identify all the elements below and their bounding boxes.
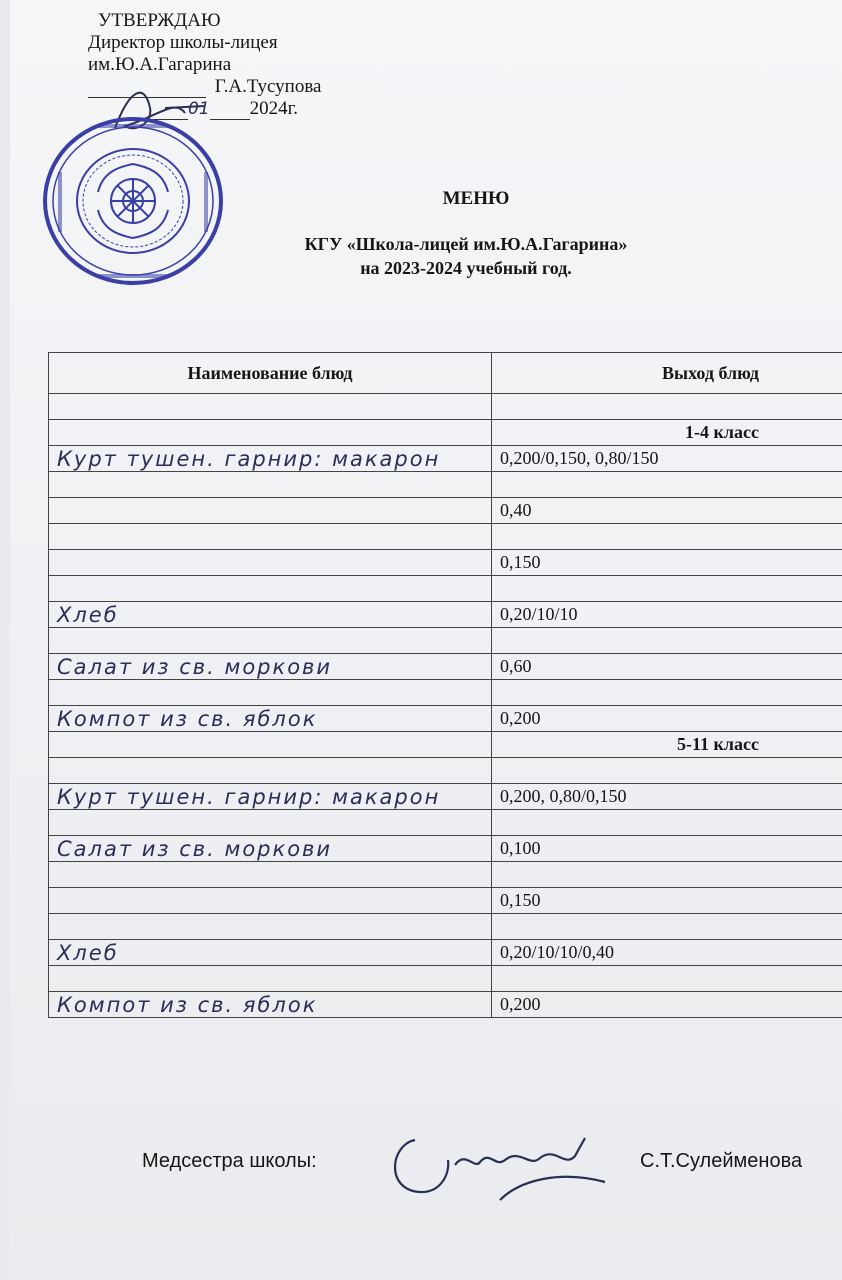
table-row	[49, 680, 842, 706]
portion-cell: 0,40	[492, 498, 842, 524]
dish-name-cell: Компот из св. яблок	[49, 992, 492, 1018]
date-year: 2024г.	[249, 98, 299, 119]
dish-name-cell	[49, 680, 492, 706]
portion-cell: 0,150	[492, 888, 842, 914]
portion-cell	[492, 966, 842, 992]
table-row	[49, 498, 842, 524]
dish-name-cell: Салат из св. моркови	[49, 836, 492, 862]
dish-name-cell	[49, 420, 492, 446]
nurse-signature	[380, 1120, 620, 1210]
dish-name-cell: Хлеб	[49, 940, 492, 966]
dish-name-cell	[49, 576, 492, 602]
portion-cell: 0,60	[492, 654, 842, 680]
portion-cell: 0,200	[492, 706, 842, 732]
date-day: 01	[188, 99, 210, 119]
portion-cell	[492, 524, 842, 550]
table-row	[49, 784, 842, 810]
dish-name-cell	[49, 498, 492, 524]
document-page	[10, 0, 842, 1280]
portion-cell: 0,200	[492, 992, 842, 1018]
table-row	[49, 914, 842, 940]
table-row	[49, 446, 842, 472]
portion-cell	[492, 758, 842, 784]
nurse-label: Медсестра школы:	[142, 1150, 317, 1172]
header-dish-name: Наименование блюд	[49, 353, 492, 394]
approval-heading: УТВЕРЖДАЮ	[98, 10, 221, 31]
dish-name-cell: Компот из св. яблок	[49, 706, 492, 732]
table-row	[49, 940, 842, 966]
table-row	[49, 706, 842, 732]
table-row	[49, 966, 842, 992]
portion-cell: 0,200/0,150, 0,80/150	[492, 446, 842, 472]
table-row	[49, 472, 842, 498]
portion-cell	[492, 628, 842, 654]
dish-name-cell	[49, 966, 492, 992]
portion-cell: 0,20/10/10	[492, 602, 842, 628]
dish-name-cell	[49, 888, 492, 914]
portion-cell: 0,100	[492, 836, 842, 862]
table-row	[49, 602, 842, 628]
portion-cell	[492, 914, 842, 940]
dish-name-cell	[49, 914, 492, 940]
director-name: Г.А.Тусупова	[214, 76, 322, 97]
dish-name-cell	[49, 524, 492, 550]
dish-name-cell: Хлеб	[49, 602, 492, 628]
dish-name-cell	[49, 472, 492, 498]
dish-name-cell	[49, 810, 492, 836]
table-header	[49, 353, 842, 394]
dish-name-cell: Салат из св. моркови	[49, 654, 492, 680]
dish-name-cell	[49, 550, 492, 576]
table-row	[49, 550, 842, 576]
table-row	[49, 992, 842, 1018]
nurse-name: С.Т.Сулейменова	[640, 1150, 803, 1172]
portion-cell: 0,200, 0,80/0,150	[492, 784, 842, 810]
dish-name-cell: Курт тушен. гарнир: макарон	[49, 446, 492, 472]
school-year: на 2023-2024 учебный год.	[360, 258, 572, 278]
table-row	[49, 654, 842, 680]
table-row	[49, 758, 842, 784]
table-row	[49, 420, 842, 446]
table-row	[49, 862, 842, 888]
table-row	[49, 628, 842, 654]
dish-name-cell	[49, 628, 492, 654]
portion-cell	[492, 576, 842, 602]
table-row	[49, 888, 842, 914]
dish-name-cell	[49, 394, 492, 420]
header-portion: Выход блюд	[492, 353, 842, 394]
portion-cell: 0,150	[492, 550, 842, 576]
organization-title	[50, 232, 842, 280]
dish-name-cell: Курт тушен. гарнир: макарон	[49, 784, 492, 810]
portion-cell: 0,20/10/10/0,40	[492, 940, 842, 966]
dish-name-cell	[49, 758, 492, 784]
class-group-label: 1-4 класс	[492, 420, 842, 446]
organization-name: КГУ «Школа-лицей им.Ю.А.Гагарина»	[304, 234, 628, 254]
dish-name-cell	[49, 862, 492, 888]
portion-cell	[492, 472, 842, 498]
table-row	[49, 732, 842, 758]
table-row	[49, 394, 842, 420]
menu-table	[48, 352, 842, 1018]
table-row	[49, 576, 842, 602]
portion-cell	[492, 394, 842, 420]
table-row	[49, 836, 842, 862]
menu-body	[49, 394, 842, 1018]
portion-cell	[492, 810, 842, 836]
table-row	[49, 810, 842, 836]
portion-cell	[492, 862, 842, 888]
class-group-label: 5-11 класс	[492, 732, 842, 758]
portion-cell	[492, 680, 842, 706]
dish-name-cell	[49, 732, 492, 758]
approval-position: Директор школы-лицея	[88, 32, 278, 53]
table-row	[49, 524, 842, 550]
page-title: МЕНЮ	[442, 188, 510, 209]
approval-school: им.Ю.А.Гагарина	[88, 54, 232, 75]
